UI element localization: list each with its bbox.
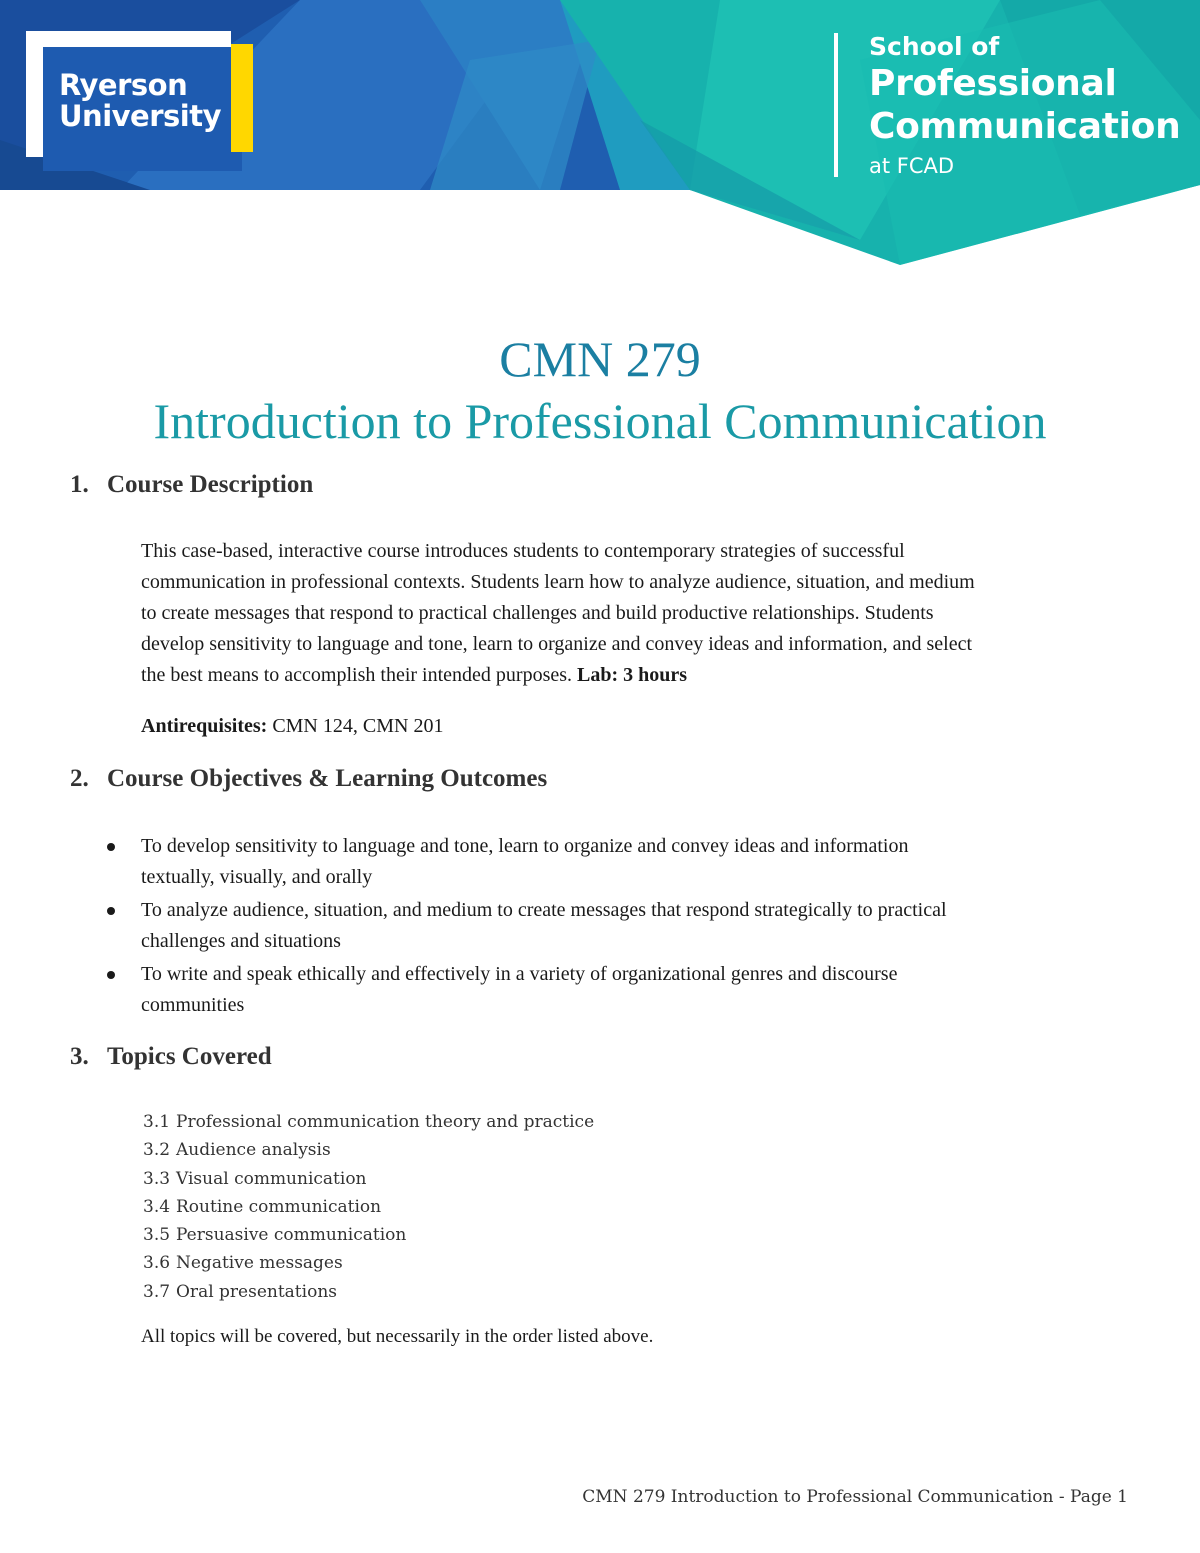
description-line: to create messages that respond to practical challenges and build productive relationships. Students <box>141 602 934 624</box>
antirequisites-value: CMN 124, CMN 201 <box>272 715 444 737</box>
topic-label: Professional communication theory and practice <box>176 1112 595 1132</box>
topic-number: 3.7 <box>143 1281 171 1302</box>
list-item <box>104 895 1104 957</box>
school-logo <box>834 30 1184 180</box>
topic-number: 3.3 <box>143 1168 171 1189</box>
description-line: This case-based, interactive course introduces students to contemporary strategies of successful <box>141 540 905 562</box>
topic-label: Negative messages <box>176 1253 343 1274</box>
list-item-line: textually, visually, and orally <box>141 866 373 888</box>
school-logo-line3: Communication <box>869 106 1181 147</box>
bullet-icon <box>107 971 115 979</box>
topic-label: Visual communication <box>176 1168 367 1189</box>
topic-number: 3.4 <box>143 1196 171 1217</box>
description-line-last <box>141 660 1141 691</box>
topic-item <box>143 1165 594 1193</box>
section-heading-objectives <box>70 765 547 793</box>
topic-number: 3.2 <box>143 1140 171 1161</box>
topic-item <box>143 1249 594 1277</box>
description-last-text: the best means to accomplish their intended purposes. <box>141 664 573 686</box>
list-item-line: To develop sensitivity to language and tone, learn to organize and convey ideas and information <box>141 835 909 857</box>
section-heading-topics <box>70 1043 272 1071</box>
topic-label: Persuasive communication <box>176 1225 407 1246</box>
list-item-line: To analyze audience, situation, and medium to create messages that respond strategically to practical <box>141 899 947 921</box>
section-title: Topics Covered <box>107 1043 272 1070</box>
topic-label: Oral presentations <box>176 1281 337 1302</box>
objectives-list <box>104 831 1104 1023</box>
topic-number: 3.6 <box>143 1253 171 1274</box>
topic-item <box>143 1278 594 1306</box>
antirequisites <box>141 711 1141 742</box>
ryerson-logo <box>26 31 231 157</box>
ryerson-logo-accent <box>231 44 253 152</box>
topics-note: All topics will be covered, but necessarily in the order listed above. <box>141 1326 654 1347</box>
course-name: Introduction to Professional Communication <box>153 393 1047 449</box>
description-line: develop sensitivity to language and tone, learn to organize and convey ideas and information, and select <box>141 633 973 655</box>
topic-number: 3.5 <box>143 1225 171 1246</box>
section-number: 1. <box>70 471 89 498</box>
list-item-line: communities <box>141 994 245 1016</box>
description-line: communication in professional contexts. Students learn how to analyze audience, situation, and medium <box>141 571 975 593</box>
section-number: 2. <box>70 765 89 792</box>
list-item-line: challenges and situations <box>141 930 341 952</box>
topic-item <box>143 1108 594 1136</box>
section-title: Course Description <box>107 471 314 498</box>
topics-list <box>143 1108 594 1306</box>
ryerson-logo-line1: Ryerson <box>59 68 188 102</box>
section-title: Course Objectives & Learning Outcomes <box>107 765 548 792</box>
list-item-line: To write and speak ethically and effectively in a variety of organizational genres and discourse <box>141 963 898 985</box>
topic-item <box>143 1193 594 1221</box>
antirequisites-label: Antirequisites: <box>141 715 268 737</box>
section-number: 3. <box>70 1043 89 1070</box>
section-heading-description <box>70 471 313 499</box>
school-logo-divider <box>834 33 838 177</box>
school-logo-line1: School of <box>869 32 1000 61</box>
school-logo-line4: at FCAD <box>869 154 955 178</box>
topic-number: 3.1 <box>143 1112 171 1132</box>
lab-hours: Lab: 3 hours <box>577 664 688 686</box>
course-code: CMN 279 <box>499 331 701 387</box>
list-item <box>104 831 1104 893</box>
bullet-icon <box>107 907 115 915</box>
bullet-icon <box>107 843 115 851</box>
page-footer: CMN 279 Introduction to Professional Communication - Page 1 <box>582 1487 1128 1507</box>
topic-label: Audience analysis <box>176 1140 331 1161</box>
school-logo-line2: Professional <box>869 63 1117 104</box>
topic-label: Routine communication <box>176 1196 382 1217</box>
ryerson-logo-line2: University <box>59 99 221 133</box>
header-banner <box>0 0 1200 270</box>
course-description <box>141 536 1141 691</box>
list-item <box>104 959 1104 1021</box>
topic-item <box>143 1136 594 1164</box>
topic-item <box>143 1221 594 1249</box>
